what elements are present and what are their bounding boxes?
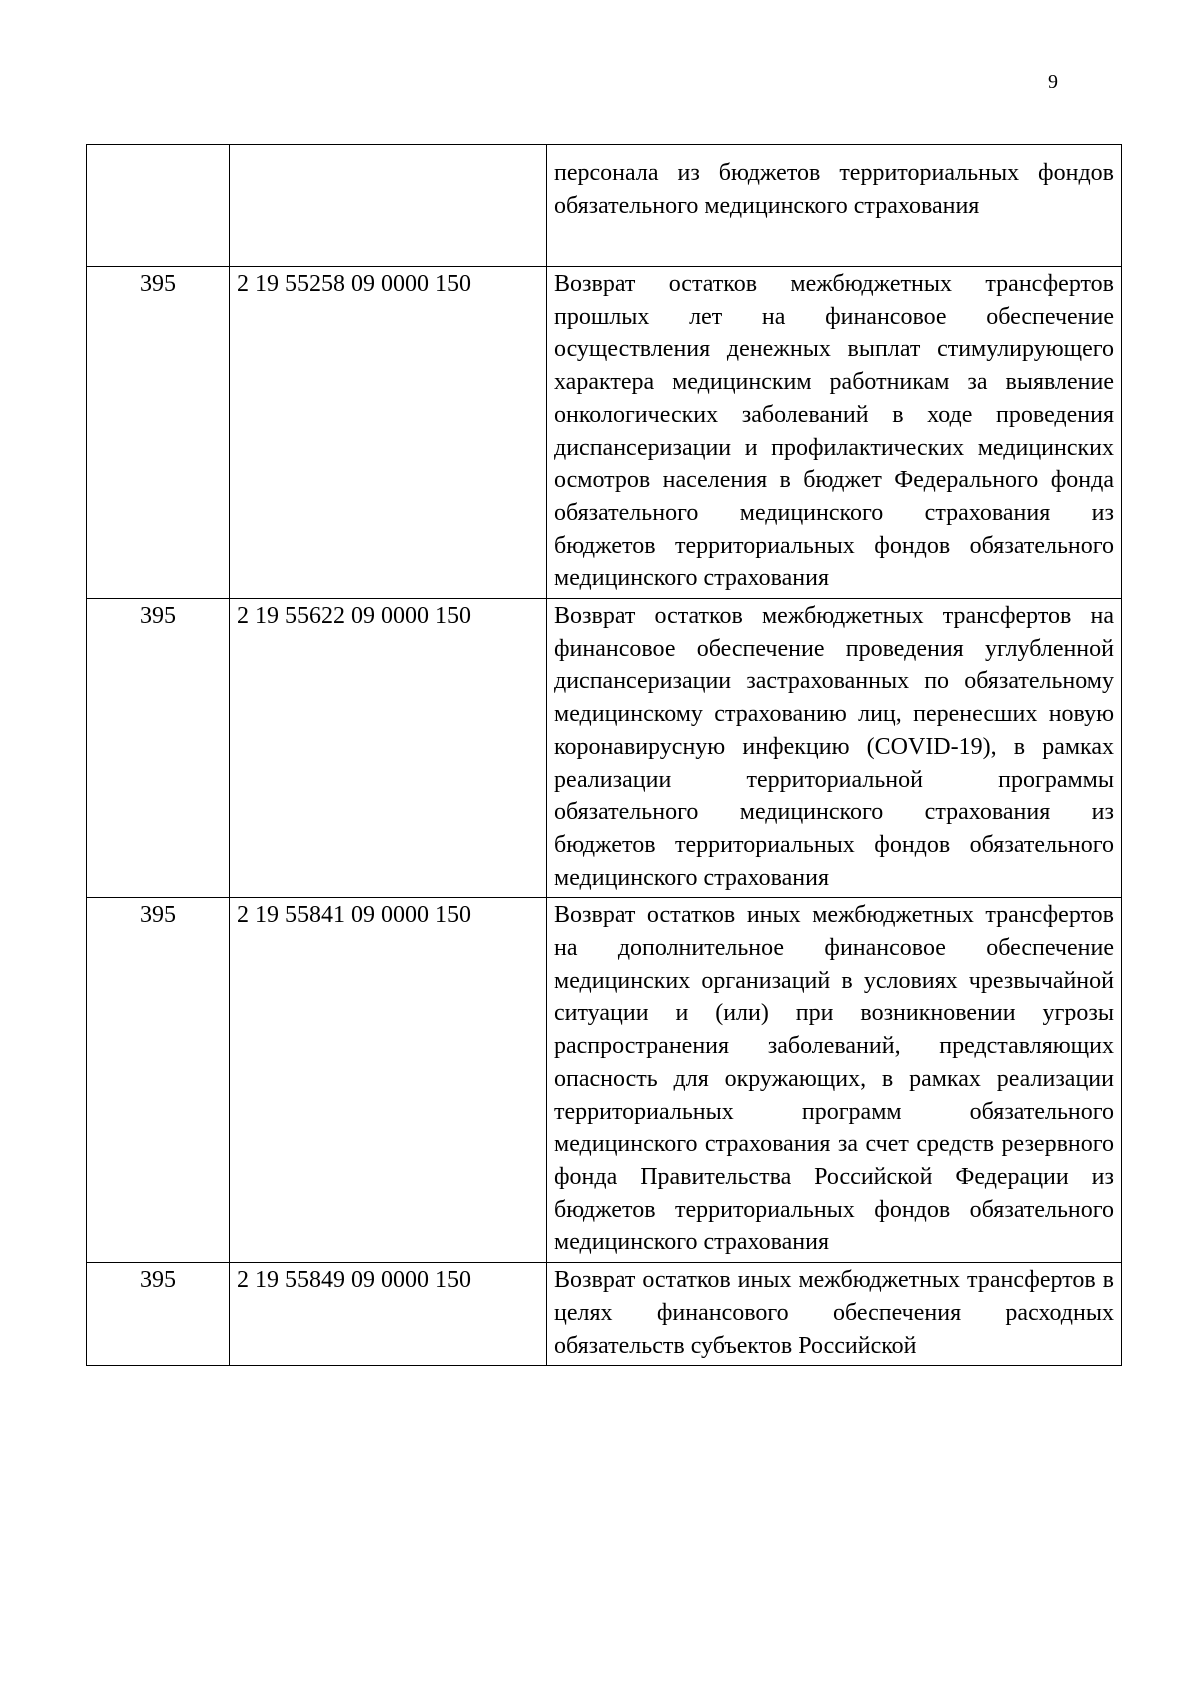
admin-code-cell: 395 <box>87 898 230 1263</box>
budget-classification-code-cell <box>230 145 547 267</box>
budget-classification-code-cell: 2 19 55258 09 0000 150 <box>230 267 547 599</box>
revenue-name-cell: Возврат остатков иных межбюджетных трансфертов на дополнительное финансовое обеспечение медицинских организаций в условиях чрезвычайной ситуации и (или) при возникновении угрозы распространения заболеваний, представляющих опасность для окружающих, в рамках реализации территориальных программ обязательного медицинского страхования за счет средств резервного фонда Правительства Российской Федерации из бюджетов территориальных фондов обязательного медицинского страхования <box>547 898 1122 1263</box>
revenue-name-cell: персонала из бюджетов территориальных фондов обязательного медицинского страхования <box>547 145 1122 267</box>
table-row <box>87 1263 1122 1366</box>
admin-code-cell: 395 <box>87 1263 230 1366</box>
budget-classification-code-cell: 2 19 55841 09 0000 150 <box>230 898 547 1263</box>
budget-classification-code-cell: 2 19 55622 09 0000 150 <box>230 599 547 898</box>
admin-code-cell: 395 <box>87 267 230 599</box>
page-number: 9 <box>1048 71 1058 93</box>
admin-code-cell <box>87 145 230 267</box>
revenue-name-cell: Возврат остатков межбюджетных трансфертов прошлых лет на финансовое обеспечение осуществления денежных выплат стимулирующего характера медицинским работникам за выявление онкологических заболеваний в ходе проведения диспансеризации и профилактических медицинских осмотров населения в бюджет Федерального фонда обязательного медицинского страхования из бюджетов территориальных фондов обязательного медицинского страхования <box>547 267 1122 599</box>
admin-code-cell: 395 <box>87 599 230 898</box>
budget-classification-code-cell: 2 19 55849 09 0000 150 <box>230 1263 547 1366</box>
table-row <box>87 145 1122 267</box>
table-row <box>87 599 1122 898</box>
revenue-name-cell: Возврат остатков иных межбюджетных трансфертов в целях финансового обеспечения расходных обязательств субъектов Российской <box>547 1263 1122 1366</box>
budget-codes-table <box>86 144 1122 1366</box>
revenue-name-cell: Возврат остатков межбюджетных трансфертов на финансовое обеспечение проведения углубленной диспансеризации застрахованных по обязательному медицинскому страхованию лиц, перенесших новую коронавирусную инфекцию (COVID-19), в рамках реализации территориальной программы обязательного медицинского страхования из бюджетов территориальных фондов обязательного медицинского страхования <box>547 599 1122 898</box>
table-row <box>87 898 1122 1263</box>
table-row <box>87 267 1122 599</box>
